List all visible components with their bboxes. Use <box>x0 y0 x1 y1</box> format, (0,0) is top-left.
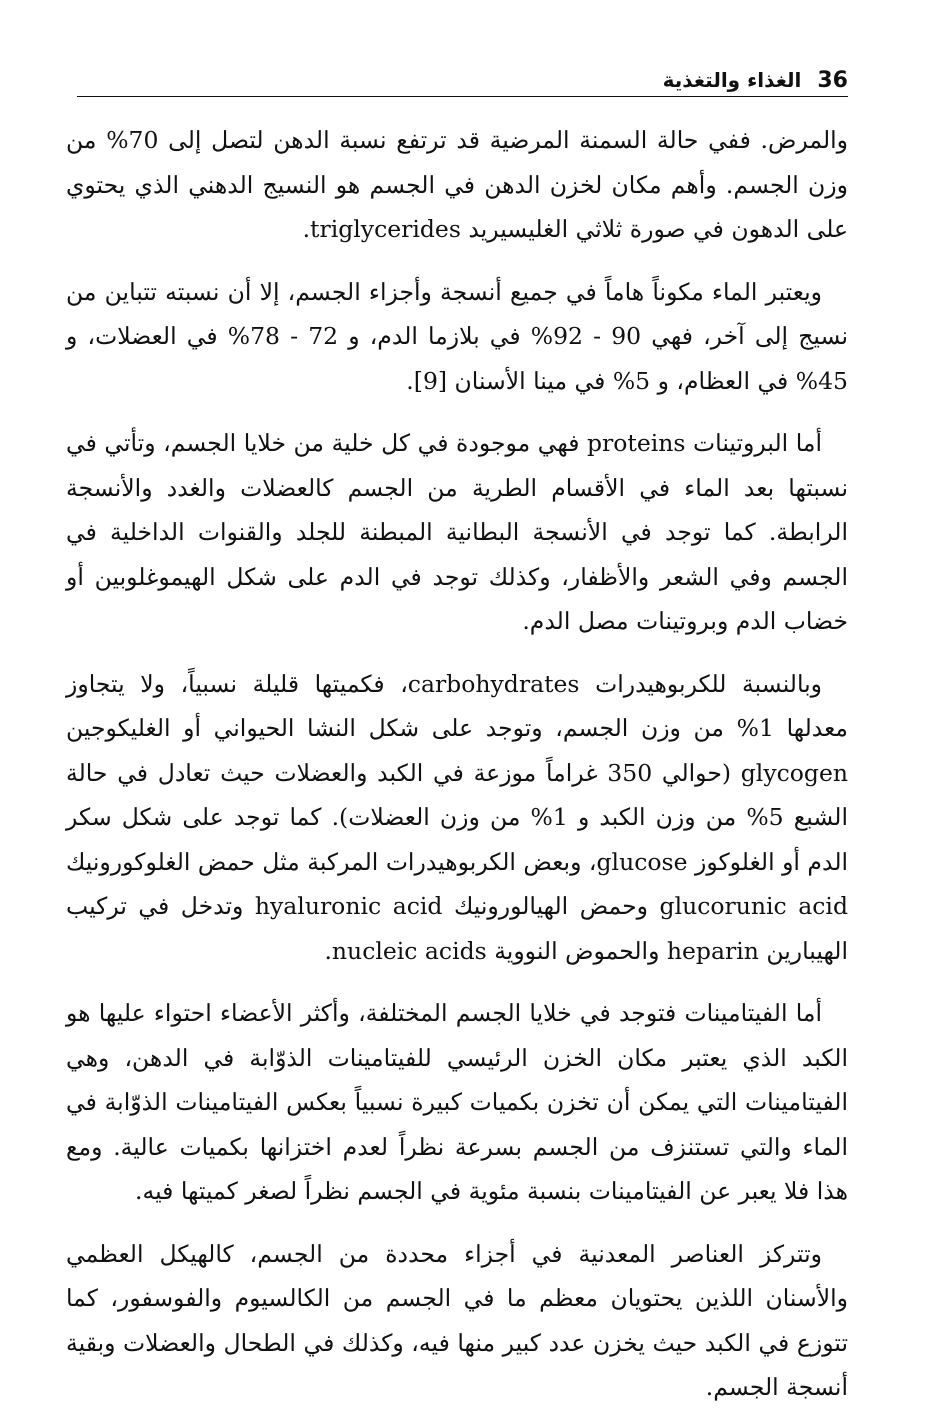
page-number: 36 <box>817 67 848 93</box>
paragraph <box>66 421 848 644</box>
paragraph-text: أما الفيتامينات فتوجد في خلايا الجسم المختلفة، وأكثر الأعضاء احتواء عليها هو الكبد الذي يعتبر مكان الخزن الرئيسي للفيتامينات الذوّابة في الدهن، وهي الفيتامينات التي يمكن أن تخزن بكميات كبيرة نسبياً بعكس الفيتامينات الذوّابة في الماء والتي تستنزف من الجسم بسرعة نظراً لعدم اختزانها بكميات عالية. ومع هذا فلا يعبر عن الفيتامينات بنسبة مئوية في الجسم نظراً لصغر كميتها فيه. <box>66 999 848 1205</box>
running-title: الغذاء والتغذية <box>662 68 802 92</box>
paragraph-text: أما البروتينات proteins فهي موجودة في كل خلية من خلايا الجسم، وتأتي في نسبتها بعد الماء في الأقسام الطرية من الجسم كالعضلات والغدد والأنسجة الرابطة. كما توجد في الأنسجة البطانية المبطنة للجلد والقنوات الداخلية في الجسم وفي الشعر والأظفار، وكذلك توجد في الدم على شكل الهيموغلوبين أو خضاب الدم وبروتينات مصل الدم. <box>66 429 848 635</box>
paragraph <box>66 270 848 404</box>
paragraph-text: وتتركز العناصر المعدنية في أجزاء محددة من الجسم، كالهيكل العظمي والأسنان اللذين يحتويان معظم ما في الجسم من الكالسيوم والفوسفور، كما تتوزع في الكبد حيث يخزن عدد كبير منها فيه، وكذلك في الطحال والعضلات وبقية أنسجة الجسم. <box>66 1239 848 1401</box>
paragraph <box>66 662 848 974</box>
paragraph <box>66 1232 848 1410</box>
header-rule <box>77 96 848 97</box>
paragraph <box>66 991 848 1214</box>
paragraph-text: وبالنسبة للكربوهيدرات carbohydrates، فكميتها قليلة نسبياً، ولا يتجاوز معدلها 1% من وزن الجسم، وتوجد على شكل النشا الحيواني أو الغليكوجين glycogen (حوالي 350 غراماً موزعة في الكبد والعضلات حيث تعادل في حالة الشبع 5% من وزن الكبد و 1% من وزن العضلات). كما توجد على شكل سكر الدم أو الغلوكوز glucose، وبعض الكربوهيدرات المركبة مثل حمض الغلوكورونيك glucorunic acid وحمض الهيالورونيك hyaluronic acid وتدخل في تركيب الهيبارين heparin والحموض النووية nucleic acids. <box>66 669 849 965</box>
paragraph <box>66 118 848 252</box>
body-text <box>66 118 848 1428</box>
paragraph-text: ويعتبر الماء مكوناً هاماً في جميع أنسجة وأجزاء الجسم، إلا أن نسبته تتباين من نسيج إلى آخر، فهي 90 - 92% في بلازما الدم، و 72 - 78% في العضلات، و 45% في العظام، و 5% في مينا الأسنان [9]. <box>66 277 848 395</box>
page-header <box>77 62 848 98</box>
paragraph-text: والمرض. ففي حالة السمنة المرضية قد ترتفع نسبة الدهن لتصل إلى 70% من وزن الجسم. وأهم مكان لخزن الدهن في الجسم هو النسيج الدهني الذي يحتوي على الدهون في صورة ثلاثي الغليسيريد triglycerides. <box>66 126 849 243</box>
